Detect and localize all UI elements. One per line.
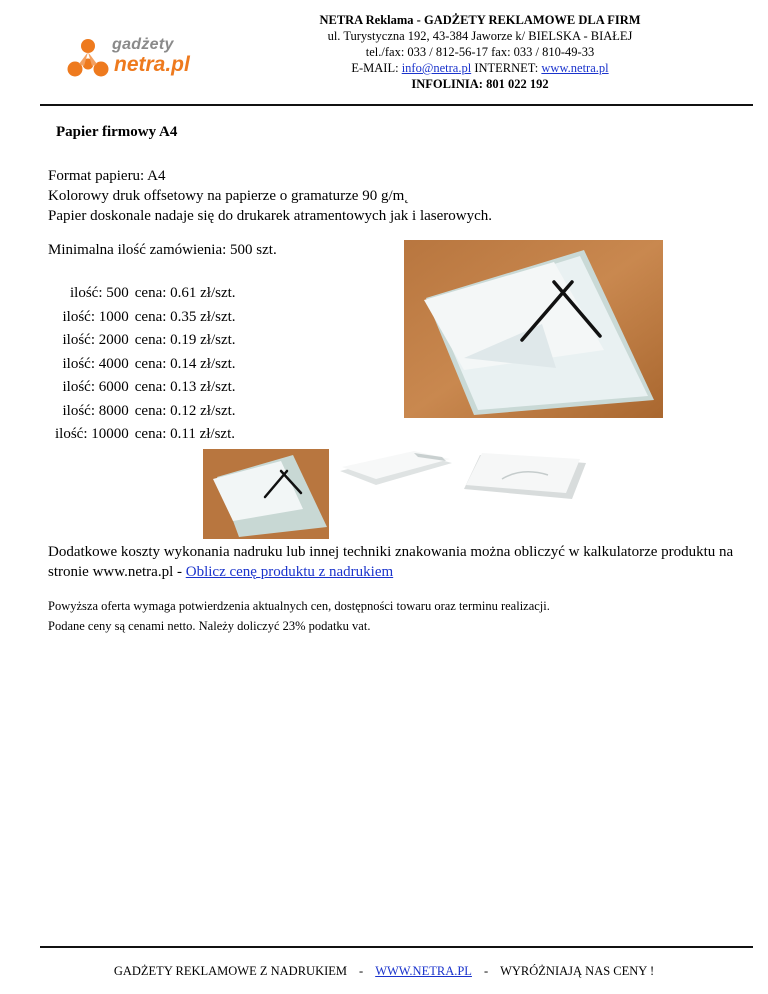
- offer-notes: [48, 596, 550, 636]
- email-label: E-MAIL:: [351, 61, 402, 75]
- note-confirmation: Powyższa oferta wymaga potwierdzenia aktualnych cen, dostępności towaru oraz terminu realizacji.: [48, 599, 550, 613]
- price-table: [52, 282, 239, 447]
- price-qty: ilość: 6000: [62, 379, 129, 396]
- additional-info-text: Dodatkowe koszty wykonania nadruku lub innej techniki znakowania można obliczyć w kalkulatorze produktu na stronie www.netra.pl -: [48, 544, 734, 580]
- price-value: cena: 0.11 zł/szt.: [134, 426, 235, 443]
- email-link[interactable]: info@netra.pl: [401, 61, 472, 75]
- footer-divider: [40, 946, 753, 948]
- price-qty: ilość: 8000: [62, 402, 129, 419]
- price-row: [52, 376, 239, 400]
- internet-label: INTERNET:: [471, 61, 542, 75]
- product-photo-main: [404, 240, 663, 418]
- price-row: [52, 400, 239, 424]
- header-phone: tel./fax: 033 / 812-56-17 fax: 033 / 810-49-33: [365, 45, 595, 59]
- logo-icon: [66, 38, 110, 82]
- header-divider: [40, 104, 753, 106]
- header-company-name: NETRA Reklama - GADŻETY REKLAMOWE DLA FIRM: [319, 13, 641, 27]
- price-value: cena: 0.13 zł/szt.: [134, 379, 236, 396]
- footer-website-link[interactable]: WWW.NETRA.PL: [375, 964, 472, 978]
- price-qty: ilość: 2000: [62, 332, 129, 349]
- price-qty: ilość: 500: [70, 285, 129, 302]
- header-infolinia: INFOLINIA: 801 022 192: [411, 77, 549, 91]
- footer-separator: -: [359, 964, 364, 978]
- product-photo-small-2: [336, 449, 456, 489]
- product-description: [48, 166, 492, 226]
- price-qty: ilość: 1000: [62, 308, 129, 325]
- website-link[interactable]: www.netra.pl: [541, 61, 609, 75]
- price-value: cena: 0.35 zł/szt.: [134, 308, 236, 325]
- logo-word-gadzety: gadżety: [112, 36, 174, 53]
- price-row: [52, 353, 239, 377]
- price-row: [52, 423, 239, 447]
- product-photo-small-1: [203, 449, 329, 539]
- price-value: cena: 0.61 zł/szt.: [134, 285, 236, 302]
- desc-line-format: Format papieru: A4: [48, 168, 166, 184]
- price-row: [52, 329, 239, 353]
- product-title: Papier firmowy A4: [56, 124, 178, 140]
- price-row: [52, 306, 239, 330]
- desc-line-printers: Papier doskonale nadaje się do drukarek atramentowych jak i laserowych.: [48, 208, 493, 224]
- footer-left-text: GADŻETY REKLAMOWE Z NADRUKIEM: [113, 964, 348, 978]
- product-photo-small-3: [462, 449, 587, 501]
- note-net-prices: Podane ceny są cenami netto. Należy doliczyć 23% podatku vat.: [48, 619, 371, 633]
- price-value: cena: 0.12 zł/szt.: [134, 402, 236, 419]
- desc-line-print: Kolorowy druk offsetowy na papierze o gramaturze 90 g/m˛: [48, 188, 410, 204]
- company-logo: [66, 36, 216, 86]
- min-order: Minimalna ilość zamówienia: 500 szt.: [48, 242, 277, 258]
- header-address: ul. Turystyczna 192, 43-384 Jaworze k/ BIELSKA - BIAŁEJ: [327, 29, 633, 43]
- price-row: [52, 282, 239, 306]
- logo-word-netra: netra.pl: [114, 53, 190, 76]
- company-header: [260, 12, 700, 92]
- price-value: cena: 0.19 zł/szt.: [134, 332, 236, 349]
- price-qty: ilość: 10000: [55, 426, 129, 443]
- additional-info: [48, 542, 753, 582]
- footer-separator: -: [483, 964, 489, 978]
- price-calculator-link[interactable]: Oblicz cenę produktu z nadrukiem: [185, 564, 394, 580]
- header-contact: [260, 60, 700, 76]
- price-value: cena: 0.14 zł/szt.: [134, 355, 236, 372]
- footer-right-text: WYRÓŻNIAJĄ NAS CENY !: [500, 964, 655, 978]
- price-qty: ilość: 4000: [62, 355, 129, 372]
- footer: [0, 964, 768, 979]
